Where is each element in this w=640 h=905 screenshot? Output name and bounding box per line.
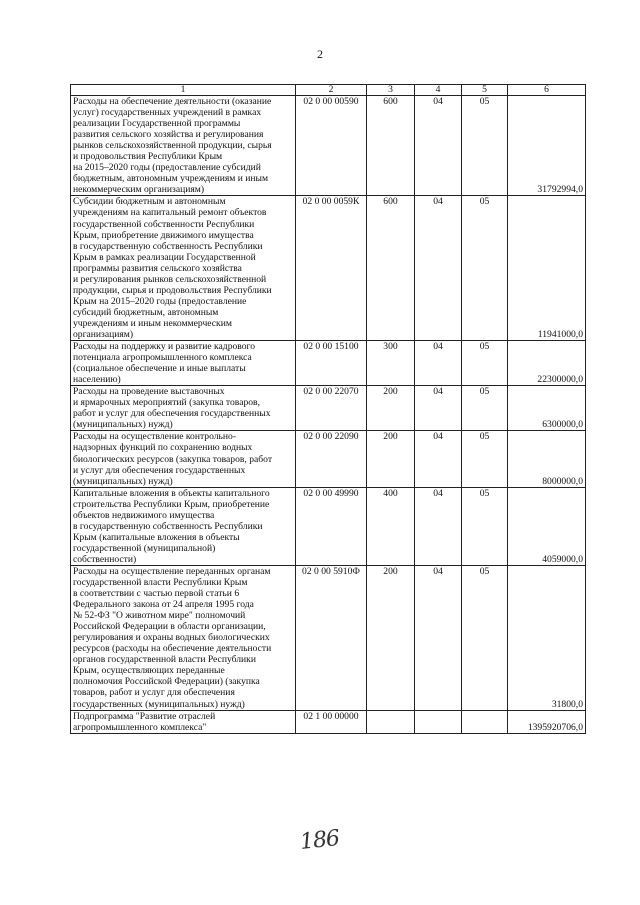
row-col3 xyxy=(367,710,415,733)
row-col4: 04 xyxy=(415,386,462,431)
row-code: 02 0 00 15100 xyxy=(296,341,367,386)
row-col3: 200 xyxy=(367,565,415,710)
row-col3: 600 xyxy=(367,96,415,196)
table-header-row xyxy=(71,85,586,96)
row-code: 02 0 00 49990 xyxy=(296,487,367,565)
row-col3: 400 xyxy=(367,487,415,565)
row-code: 02 0 00 22070 xyxy=(296,386,367,431)
row-col5: 05 xyxy=(462,96,508,196)
row-col4 xyxy=(415,710,462,733)
row-code: 02 0 00 00590 xyxy=(296,96,367,196)
row-amount: 31792994,0 xyxy=(508,96,586,196)
table-row xyxy=(71,196,586,341)
row-code: 02 0 00 22090 xyxy=(296,431,367,487)
column-header: 5 xyxy=(462,85,508,96)
row-col5: 05 xyxy=(462,565,508,710)
table-row xyxy=(71,386,586,431)
row-code: 02 1 00 00000 xyxy=(296,710,367,733)
row-col3: 300 xyxy=(367,341,415,386)
row-col4: 04 xyxy=(415,196,462,341)
row-col3: 600 xyxy=(367,196,415,341)
table-row xyxy=(71,431,586,487)
column-header: 6 xyxy=(508,85,586,96)
row-col5: 05 xyxy=(462,341,508,386)
row-amount: 4059000,0 xyxy=(508,487,586,565)
row-amount: 8000000,0 xyxy=(508,431,586,487)
row-description: Капитальные вложения в объекты капитального строительства Республики Крым, приобретение объектов недвижимого имущества в государственную собственность Республики Крым (капитальные вложения в объекты государственной (муниципальной) собственности) xyxy=(71,487,296,565)
column-header: 1 xyxy=(71,85,296,96)
row-amount: 1395920706,0 xyxy=(508,710,586,733)
row-col4: 04 xyxy=(415,96,462,196)
row-description: Субсидии бюджетным и автономным учреждениям на капитальный ремонт объектов государственной собственности Республики Крым, приобретение движимого имущества в государственную собственность Республики Крым в рамках реализации Государственной программы развития сельского хозяйства и регулирования рынков сельскохозяйственной продукции, сырья и продовольствия Республики Крым на 2015–2020 годы (предоставление субсидий бюджетным, автономным учреждениям и иным некоммерческим организациям) xyxy=(71,196,296,341)
table-row xyxy=(71,487,586,565)
handwritten-page-mark: 186 xyxy=(298,826,341,855)
row-col5 xyxy=(462,710,508,733)
row-description: Подпрограмма "Развитие отраслей агропромышленного комплекса" xyxy=(71,710,296,733)
page-number: 2 xyxy=(317,47,323,61)
column-header: 4 xyxy=(415,85,462,96)
row-col4: 04 xyxy=(415,431,462,487)
row-amount: 11941000,0 xyxy=(508,196,586,341)
row-description: Расходы на проведение выставочных и ярмарочных мероприятий (закупка товаров, работ и услуг для обеспечения государственных (муниципальных) нужд) xyxy=(71,386,296,431)
table-row xyxy=(71,565,586,710)
budget-table xyxy=(70,84,586,734)
row-col4: 04 xyxy=(415,565,462,710)
row-description: Расходы на осуществление переданных органам государственной власти Республики Крым в соответствии с частью первой статьи 6 Федерального закона от 24 апреля 1995 года № 52-ФЗ "О животном мире" полномочий Российской Федерации в области организации, регулирования и охраны водных биологических ресурсов (расходы на обеспечение деятельности органов государственной власти Республики Крым, осуществляющих переданные полномочия Российской Федерации) (закупка товаров, работ и услуг для обеспечения государственных (муниципальных) нужд) xyxy=(71,565,296,710)
column-header: 3 xyxy=(367,85,415,96)
row-description: Расходы на поддержку и развитие кадрового потенциала агропромышленного комплекса (социальное обеспечение и иные выплаты населению) xyxy=(71,341,296,386)
row-col5: 05 xyxy=(462,431,508,487)
row-amount: 6300000,0 xyxy=(508,386,586,431)
row-col3: 200 xyxy=(367,386,415,431)
row-col4: 04 xyxy=(415,341,462,386)
row-code: 02 0 00 5910Ф xyxy=(296,565,367,710)
row-amount: 31800,0 xyxy=(508,565,586,710)
row-col5: 05 xyxy=(462,386,508,431)
row-description: Расходы на осуществление контрольно- надзорных функций по сохранению водных биологических ресурсов (закупка товаров, работ и услуг для обеспечения государственных (муниципальных) нужд) xyxy=(71,431,296,487)
row-col5: 05 xyxy=(462,487,508,565)
row-col5: 05 xyxy=(462,196,508,341)
table-row-subprogram xyxy=(71,710,586,733)
row-col3: 200 xyxy=(367,431,415,487)
table-row xyxy=(71,341,586,386)
row-col4: 04 xyxy=(415,487,462,565)
row-code: 02 0 00 0059К xyxy=(296,196,367,341)
column-header: 2 xyxy=(296,85,367,96)
row-amount: 22300000,0 xyxy=(508,341,586,386)
table-row xyxy=(71,96,586,196)
row-description: Расходы на обеспечение деятельности (оказание услуг) государственных учреждений в рамках реализации Государственной программы развития сельского хозяйства и регулирования рынков сельскохозяйственной продукции, сырья и продовольствия Республики Крым на 2015–2020 годы (предоставление субсидий бюджетным, автономным учреждениям и иным некоммерческим организациям) xyxy=(71,96,296,196)
